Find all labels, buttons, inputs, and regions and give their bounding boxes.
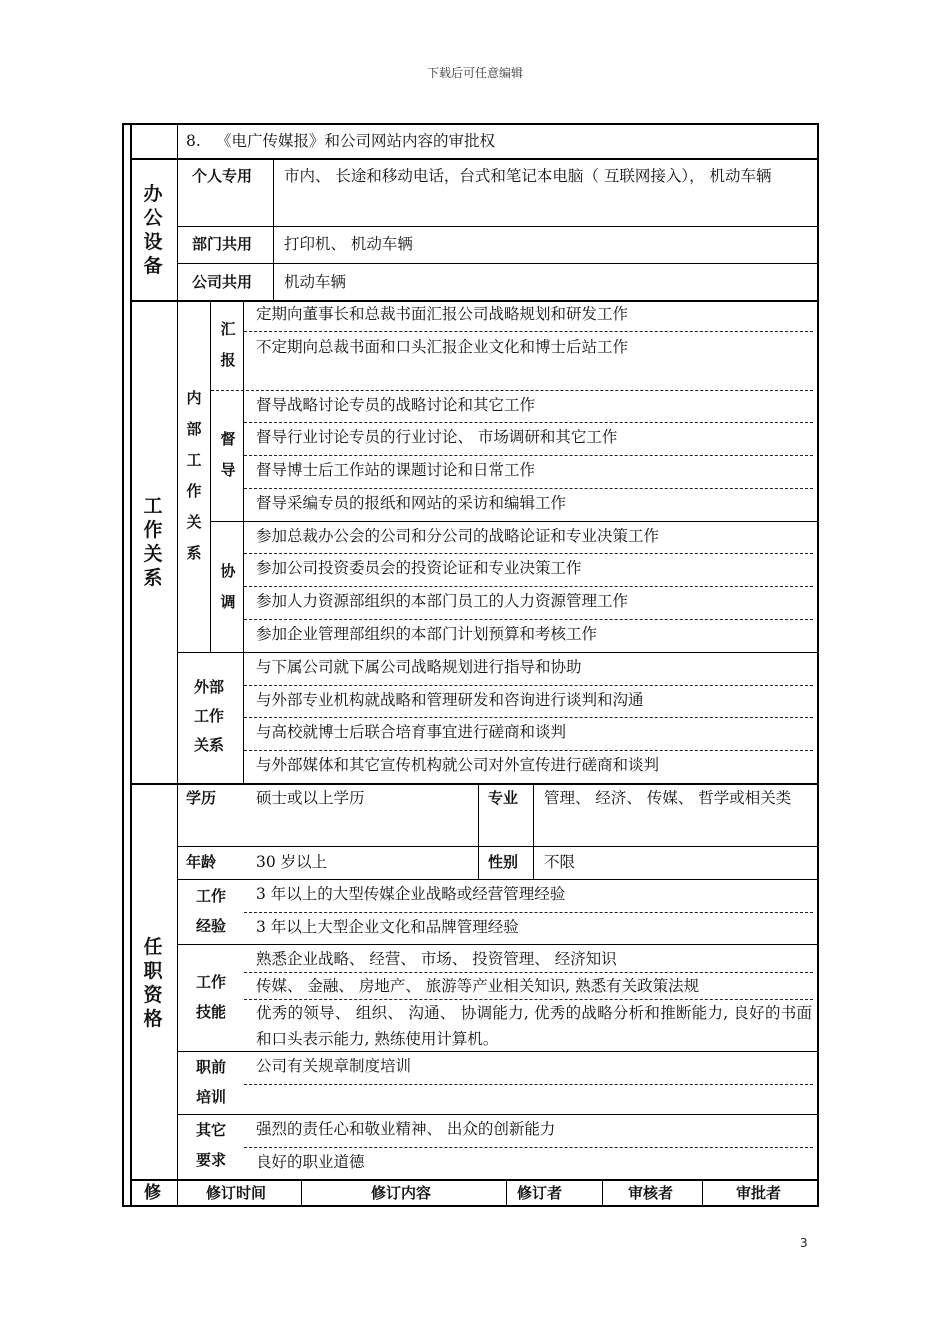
revision-col-time: 修订时间	[206, 1184, 267, 1202]
other-label-line: 要求	[196, 1151, 227, 1169]
approval-text: 《电广传媒报》和公司网站内容的审批权	[216, 132, 496, 150]
training-label-line: 培训	[196, 1088, 227, 1106]
experience-label-line: 经验	[196, 917, 227, 935]
gender-label: 性别	[488, 853, 519, 871]
revision-col-reviewer: 审核者	[628, 1184, 674, 1202]
experience-label-line: 工作	[196, 887, 227, 905]
personal-use-value: 市内、 长途和移动电话，台式和笔记本电脑（ 互联网接入）， 机动车辆	[284, 167, 772, 185]
major-label: 专业	[488, 789, 519, 807]
skills-item: 熟悉企业战略、 经营、 市场、 投资管理、 经济知识	[256, 950, 617, 968]
education-value: 硕士或以上学历	[256, 789, 365, 807]
approval-number: 8.	[186, 132, 201, 150]
training-item: 公司有关规章制度培训	[256, 1057, 412, 1075]
skills-label-line: 技能	[196, 1003, 227, 1021]
report-item: 不定期向总裁书面和口头汇报企业文化和博士后站工作	[256, 338, 629, 356]
age-label: 年龄	[186, 853, 217, 871]
external-label-line: 外部	[194, 678, 225, 696]
external-item: 与外部专业机构就战略和管理研发和咨询进行谈判和沟通	[256, 691, 644, 709]
qualifications-title: 任 职 资 格	[143, 936, 163, 1030]
coordinate-item: 参加总裁办公会的公司和分公司的战略论证和专业决策工作	[256, 527, 660, 545]
external-item: 与外部媒体和其它宣传机构就公司对外宣传进行磋商和谈判	[256, 756, 660, 774]
supervise-item: 督导战略讨论专员的战略讨论和其它工作	[256, 396, 536, 414]
table-left-rule	[130, 125, 132, 1207]
supervise-item: 督导博士后工作站的课题讨论和日常工作	[256, 461, 536, 479]
skills-label-line: 工作	[196, 973, 227, 991]
revision-col-content: 修订内容	[371, 1184, 432, 1202]
external-item: 与下属公司就下属公司战略规划进行指导和协助	[256, 658, 582, 676]
header-note: 下载后可任意编辑	[426, 66, 523, 80]
experience-item: 3 年以上大型企业文化和品牌管理经验	[256, 918, 519, 936]
coordinate-item: 参加企业管理部组织的本部门计划预算和考核工作	[256, 625, 598, 643]
coordinate-item: 参加公司投资委员会的投资论证和专业决策工作	[256, 559, 582, 577]
major-value: 管理、 经济、 传媒、 哲学或相关类	[544, 789, 792, 807]
personal-use-label: 个人专用	[192, 167, 253, 185]
page-number: 3	[800, 1236, 808, 1250]
report-item: 定期向董事长和总裁书面汇报公司战略规划和研发工作	[256, 305, 629, 323]
department-shared-label: 部门共用	[192, 235, 253, 253]
external-label-line: 工作	[194, 707, 225, 725]
skills-item: 传媒、 金融、 房地产、 旅游等产业相关知识, 熟悉有关政策法规	[256, 977, 700, 995]
external-item: 与高校就博士后联合培育事宜进行磋商和谈判	[256, 723, 567, 741]
other-label-line: 其它	[196, 1121, 227, 1139]
supervise-label: 督 导	[220, 430, 236, 479]
department-shared-value: 打印机、 机动车辆	[284, 235, 413, 253]
internal-relations-label: 内 部 工 作 关 系	[186, 389, 202, 562]
office-equipment-title: 办 公 设 备	[143, 183, 163, 277]
revision-section-title: 修	[144, 1183, 161, 1203]
other-item: 强烈的责任心和敬业精神、 出众的创新能力	[256, 1120, 556, 1138]
education-label: 学历	[186, 789, 217, 807]
external-label-line: 关系	[194, 736, 225, 754]
coordinate-label: 协 调	[220, 562, 236, 611]
company-shared-value: 机动车辆	[284, 273, 347, 291]
work-relations-title: 工 作 关 系	[143, 495, 163, 589]
supervise-item: 督导行业讨论专员的行业讨论、 市场调研和其它工作	[256, 428, 618, 446]
age-value: 30 岁以上	[256, 853, 328, 871]
skills-item: 优秀的领导、 组织、 沟通、 协调能力, 优秀的战略分析和推断能力, 良好的书面和口头表示能力, 熟练使用计算机。	[256, 1004, 812, 1048]
training-label-line: 职前	[196, 1058, 227, 1076]
company-shared-label: 公司共用	[192, 273, 253, 291]
revision-col-approver: 审批者	[736, 1184, 782, 1202]
revision-col-reviser: 修订者	[517, 1184, 563, 1202]
report-label: 汇 报	[220, 320, 236, 369]
gender-value: 不限	[544, 853, 576, 871]
supervise-item: 督导采编专员的报纸和网站的采访和编辑工作	[256, 494, 567, 512]
experience-item: 3 年以上的大型传媒企业战略或经营管理经验	[256, 885, 566, 903]
other-item: 良好的职业道德	[256, 1153, 365, 1171]
coordinate-item: 参加人力资源部组织的本部门员工的人力资源管理工作	[256, 592, 629, 610]
